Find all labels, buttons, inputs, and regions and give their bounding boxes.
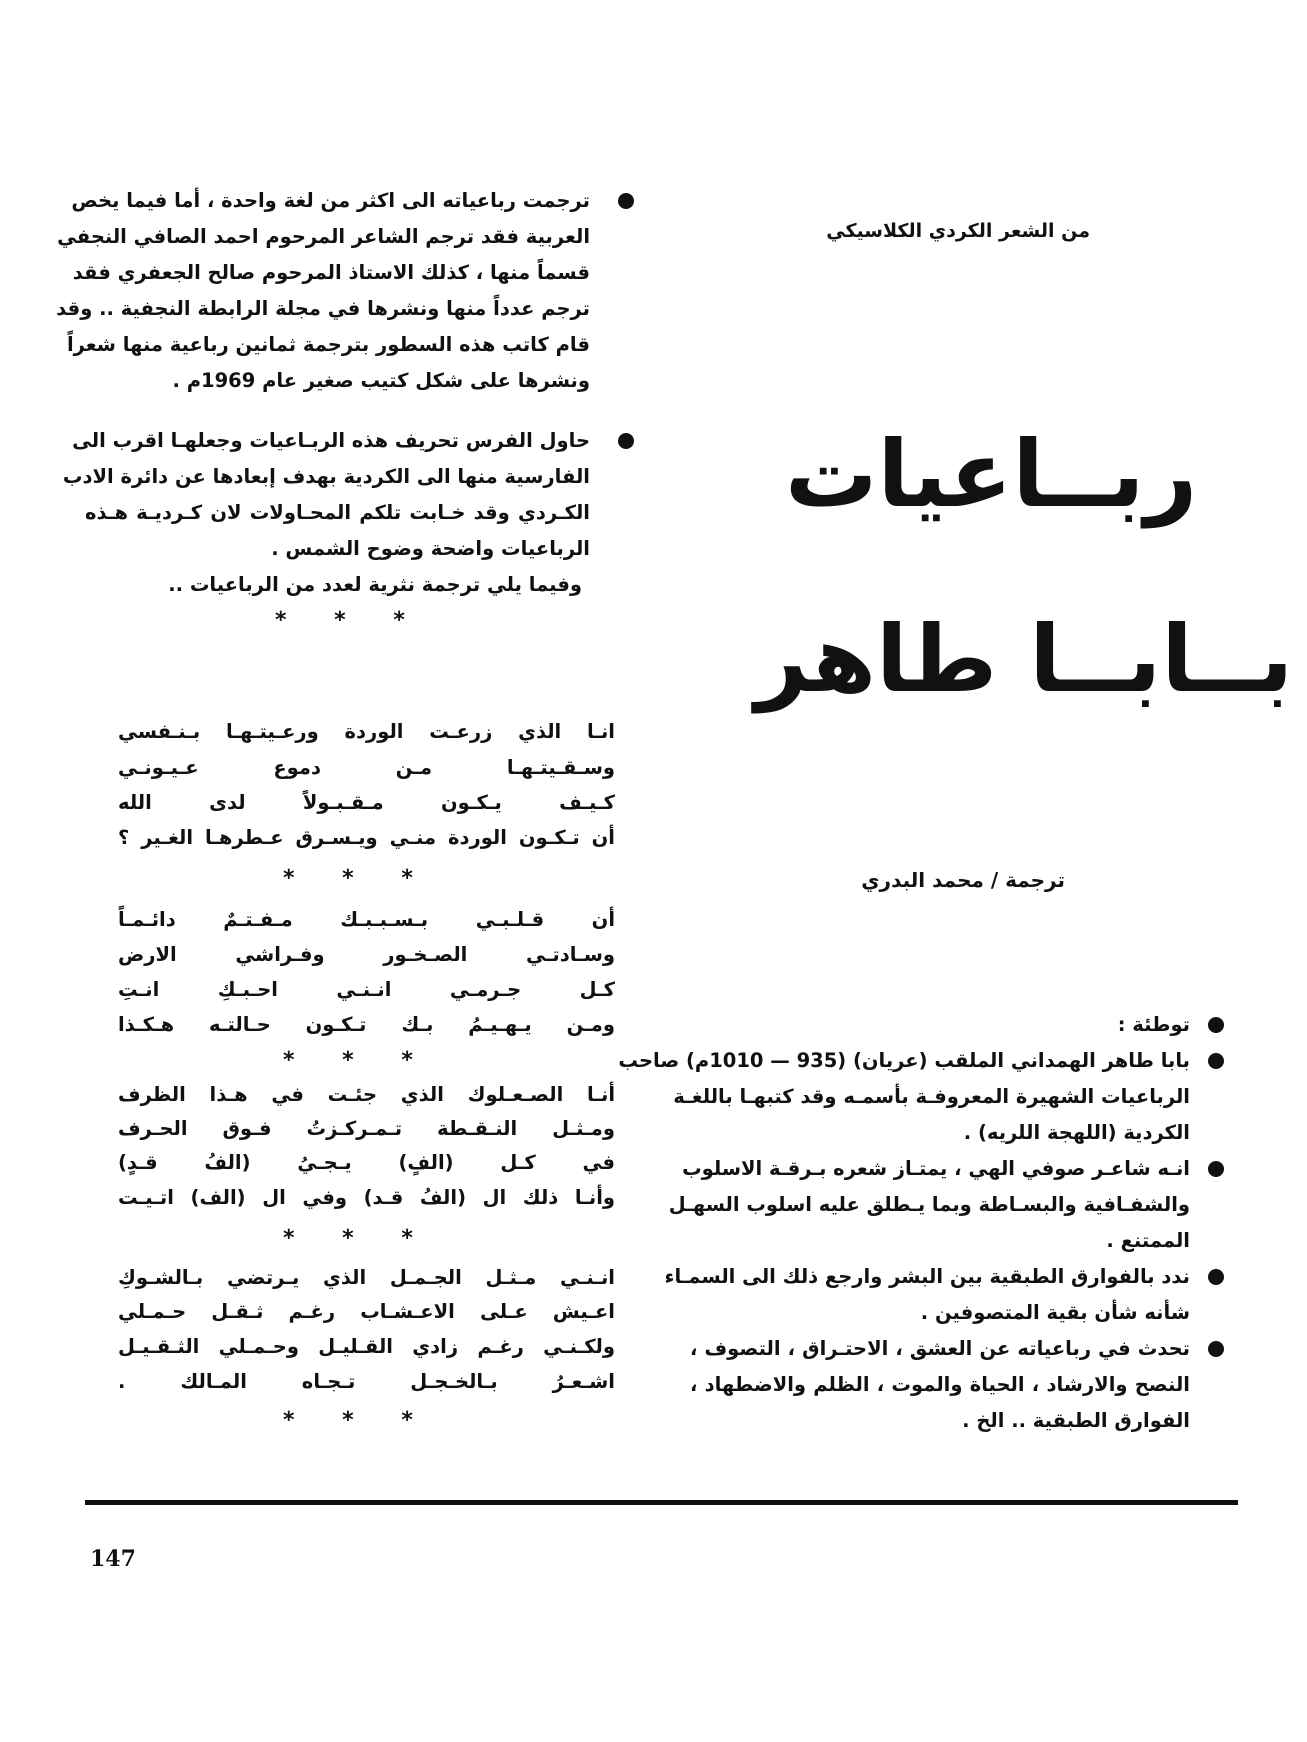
poem-line: ومـثـل النـقـطة تـمـركـزتُ فـوق الحـرف — [118, 1117, 615, 1140]
separator-stars: * * * — [283, 866, 413, 891]
poem-line: أنـا الصـعـلوك الذي جئـت في هـذا الظرف — [118, 1083, 615, 1106]
separator-stars: * * * — [283, 1048, 413, 1073]
note-line: انـه شاعـر صوفي الهي ، يمتـاز شعره بـرقـة الاسلوب — [682, 1157, 1190, 1180]
separator-stars: * * * — [275, 608, 405, 633]
intro-line: الكـردي وقد خـابت تلكم المحـاولات لان كـرديـة هـذه — [85, 501, 590, 524]
intro-closing: وفيما يلي ترجمة نثرية لعدد من الرباعيات .. — [168, 573, 582, 596]
intro-line: حاول الفرس تحريف هذه الربـاعيات وجعلهـا اقرب الى — [72, 429, 590, 452]
note-line: بابا طاهر الهمداني الملقب (عريان) (935 — 1010م) صاحب — [618, 1049, 1190, 1072]
bullet-icon — [618, 433, 634, 449]
poem-line: انـا الذي زرعـت الوردة ورعـيتـهـا بـنـفسي — [118, 720, 615, 743]
bullet-icon — [1208, 1017, 1224, 1033]
intro-line: ترجمت رباعياته الى اكثر من لغة واحدة ، أما فيما يخص — [71, 189, 590, 212]
intro-line: قام كاتب هذه السطور بترجمة ثمانين رباعية منها شعراً — [66, 333, 590, 356]
note-line: النصح والارشاد ، الحياة والموت ، الظلم والاضطهاد ، — [690, 1373, 1190, 1396]
bullet-icon — [1208, 1161, 1224, 1177]
poem-line: وأنـا ذلك ال (الفُ قـد) وفي ال (الف) اتـيـت — [118, 1186, 615, 1209]
page-number: 147 — [90, 1546, 136, 1572]
intro-line: قسماً منها ، كذلك الاستاذ المرحوم صالح الجعفري فقد — [72, 261, 590, 284]
poem-line: ومـن يـهـيـمُ بـك تـكـون حـالتـه هـكـذا — [118, 1013, 615, 1036]
translator-credit: ترجمة / محمد البدري — [861, 868, 1065, 892]
bullet-icon — [1208, 1269, 1224, 1285]
subtitle: من الشعر الكردي الكلاسيكي — [826, 220, 1090, 242]
bullet-icon — [1208, 1341, 1224, 1357]
bullet-icon — [1208, 1053, 1224, 1069]
note-line: الممتنع . — [1106, 1229, 1190, 1252]
intro-line: الفارسية منها الى الكردية بهدف إبعادها عن دائرة الادب — [62, 465, 590, 488]
intro-line: الرباعيات واضحة وضوح الشمس . — [271, 537, 590, 560]
intro-line: ونشرها على شكل كتيب صغير عام 1969م . — [172, 369, 590, 392]
poem-line: وسـادتـي الصـخـور وفـراشي الارض — [118, 943, 615, 966]
separator-stars: * * * — [283, 1408, 413, 1433]
note-line: والشفـافية والبسـاطة وبما يـطلق عليه اسلوب السهـل — [668, 1193, 1190, 1216]
note-line: تحدث في رباعياته عن العشق ، الاحتـراق ، التصوف ، — [690, 1337, 1190, 1360]
poem-line: اعـيش عـلى الاعـشـاب رغـم ثـقـل حـمـلي — [118, 1300, 615, 1323]
note-line: الكردية (اللهجة اللريه) . — [963, 1121, 1190, 1144]
poem-line: كـيـف يـكـون مـقـبـولاً لدى الله — [118, 791, 615, 814]
note-line: الفوارق الطبقية .. الخ . — [962, 1409, 1190, 1432]
poem-line: كـل جـرمـي انـنـي احـبـكِ انـتِ — [118, 978, 615, 1001]
note-line: شأنه شأن بقية المتصوفين . — [920, 1301, 1190, 1324]
separator-stars: * * * — [283, 1226, 413, 1251]
poem-line: اشـعـرُ بـالخـجـل تـجـاه المـالك . — [118, 1370, 615, 1393]
poem-line: ولكـنـي رغـم زادي القـليـل وحـمـلي الثـقـيـل — [118, 1335, 615, 1358]
notes-heading: توطئة : — [1117, 1013, 1190, 1036]
poem-line: أن تـكـون الوردة منـي ويـسـرق عـطرهـا الغـير ؟ — [118, 826, 615, 849]
note-line: ندد بالفوارق الطبقية بين البشر وارجع ذلك الى السمـاء — [664, 1265, 1190, 1288]
poem-line: وسـقـيتـهـا مـن دموع عـيـونـي — [118, 756, 615, 779]
title-line-1: ربــاعيات — [785, 421, 1198, 528]
title-line-2: بــابــا طاهر — [755, 606, 1294, 713]
poem-line: أن قـلـبـي بـسـبـبـك مـفـتـمٌ دائـمـاً — [118, 908, 615, 931]
bullet-icon — [618, 193, 634, 209]
footer-rule — [85, 1500, 1238, 1505]
intro-line: العربية فقد ترجم الشاعر المرحوم احمد الصافي النجفي — [57, 225, 590, 248]
note-line: الرباعيات الشهيرة المعروفـة بأسمـه وقد كتبهـا باللغـة — [673, 1085, 1190, 1108]
intro-line: ترجم عدداً منها ونشرها في مجلة الرابطة النجفية .. وقد — [56, 297, 590, 320]
poem-line: انـنـي مـثـل الجـمـل الذي يـرتضي بـالشـوكِ — [118, 1266, 615, 1289]
poem-line: في كـل (الفٍ) يـجـيُ (الفُ قـدٍ) — [118, 1151, 615, 1174]
